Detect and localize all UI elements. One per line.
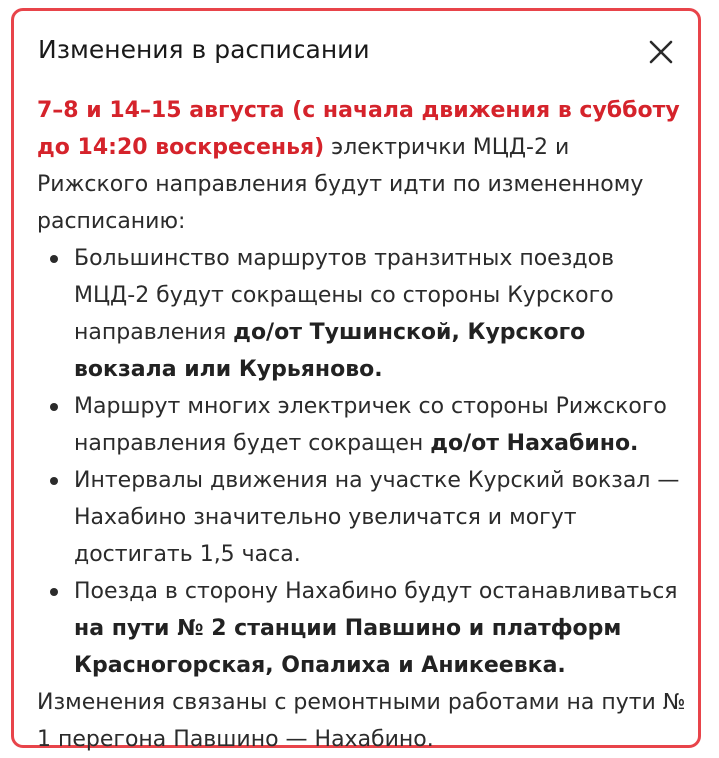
intro-text: электрички МЦД-2 и Рижского направления будут идти по измененному расписанию: [37, 135, 644, 234]
list-item [37, 388, 687, 462]
list-item-bold: до/от Тушинской, Курского вокзала или Курьяново. [74, 320, 586, 382]
close-icon[interactable] [646, 37, 676, 67]
list-item [37, 462, 687, 573]
list-item-text: Интервалы движения на участке Курский вокзал — Нахабино значительно увеличатся и могут достигать 1,5 часа. [74, 468, 680, 567]
changes-list [37, 240, 687, 684]
bullet-icon [50, 403, 58, 411]
list-item [37, 240, 687, 388]
card-content [37, 92, 687, 758]
list-item-text: Маршрут многих электричек со стороны Рижского направления будет сокращен [74, 394, 667, 456]
list-item [37, 573, 687, 684]
close-button[interactable] [646, 37, 676, 67]
date-highlight: 7–8 и 14–15 августа (с начала движения в субботу до 14:20 воскресенья) [37, 98, 680, 160]
bullet-icon [50, 477, 58, 485]
card-title: Изменения в расписании [38, 35, 370, 64]
list-item-bold: до/от Нахабино. [430, 431, 639, 456]
bullet-icon [50, 588, 58, 596]
schedule-changes-card [11, 8, 701, 752]
list-item-text: Поезда в сторону Нахабино будут останавливаться [74, 579, 678, 604]
intro-paragraph [37, 92, 687, 240]
list-item-text: Большинство маршрутов транзитных поездов МЦД-2 будут сокращены со стороны Курского направления [74, 246, 615, 345]
footer-paragraph: Изменения связаны с ремонтными работами на пути № 1 перегона Павшино — Нахабино. [37, 690, 686, 752]
list-item-bold: на пути № 2 станции Павшино и платформ Красногорская, Опалиха и Аникеевка. [74, 616, 622, 678]
bullet-icon [50, 255, 58, 263]
